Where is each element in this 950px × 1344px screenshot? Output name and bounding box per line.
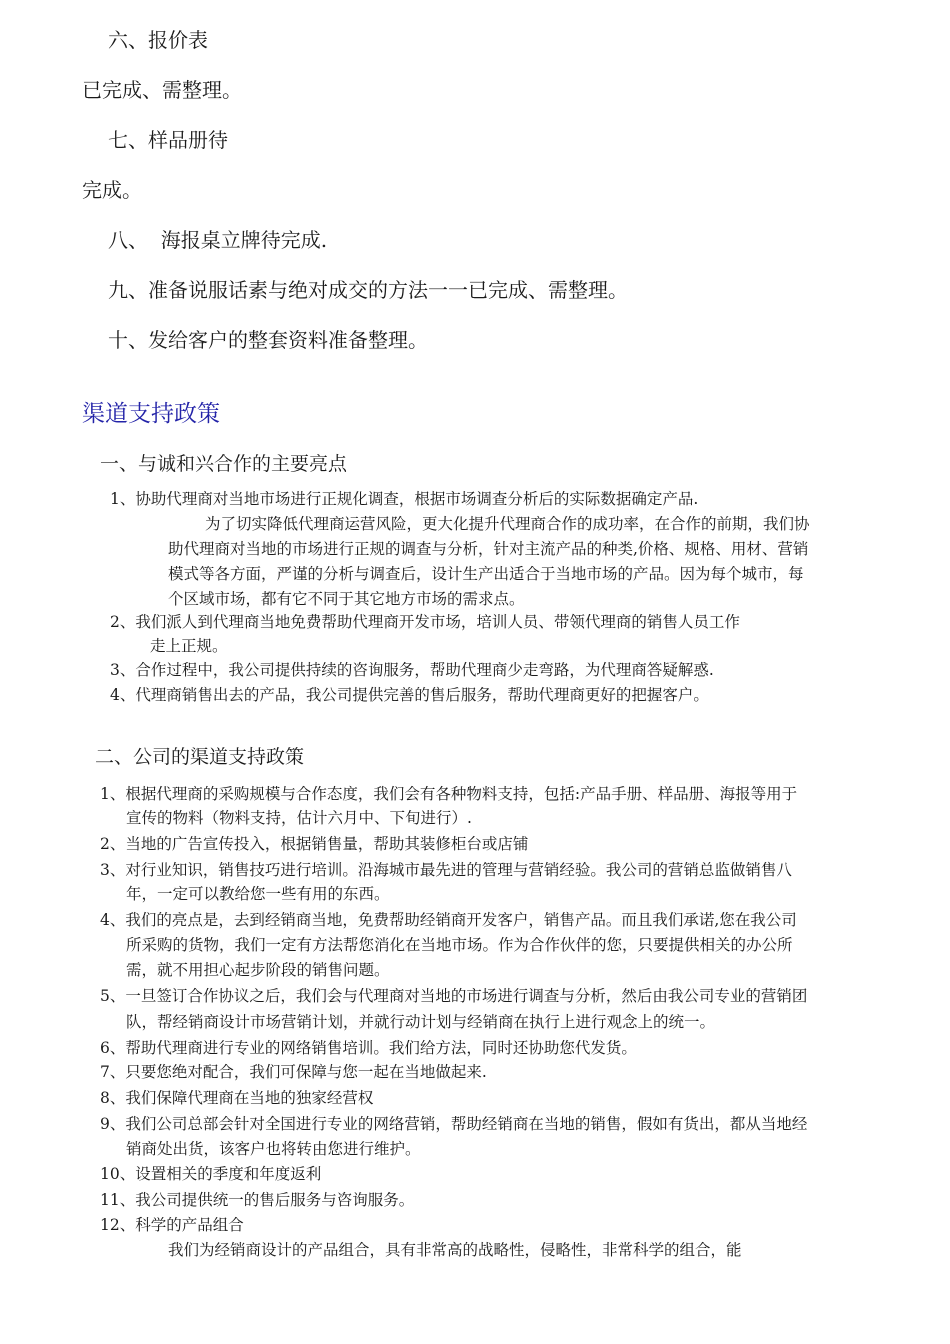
part2-item-8: 8、我们保障代理商在当地的独家经营权	[100, 1089, 374, 1107]
part2-title: 二、公司的渠道支持政策	[95, 746, 305, 768]
part1-item-2-cont: 走上正规。	[150, 637, 228, 655]
part2-item-3-cont: 年，一定可以教给您一些有用的东西。	[126, 885, 390, 903]
part1-title: 一、与诚和兴合作的主要亮点	[100, 453, 348, 475]
part2-item-4-cont-1: 所采购的货物，我们一定有方法帮您消化在当地市场。作为合作伙伴的您，只要提供相关的办公所	[126, 936, 793, 954]
part2-item-9-cont: 销商处出货，该客户也将转由您进行维护。	[126, 1140, 421, 1158]
part1-item-1-detail-3: 模式等各方面，严谨的分析与调查后，设计生产出适合于当地市场的产品。因为每个城市，每	[168, 565, 804, 583]
part1-item-2: 2、我们派人到代理商当地免费帮助代理商开发市场，培训人员、带领代理商的销售人员工作	[110, 613, 740, 631]
part2-item-4-cont-2: 需，就不用担心起步阶段的销售问题。	[126, 961, 390, 979]
part2-item-1: 1、根据代理商的采购规模与合作态度，我们会有各种物料支持，包括:产品手册、样品册、海报等用于	[100, 785, 798, 803]
part2-item-2: 2、当地的广告宣传投入，根据销售量，帮助其装修柜台或店铺	[100, 835, 529, 853]
section-6-note: 已完成、需整理。	[82, 78, 242, 102]
part1-item-1: 1、协助代理商对当地市场进行正规化调查，根据市场调查分析后的实际数据确定产品.	[110, 490, 699, 508]
part1-item-4: 4、代理商销售出去的产品，我公司提供完善的售后服务，帮助代理商更好的把握客户。	[110, 686, 709, 704]
part2-item-7: 7、只要您绝对配合，我们可保障与您一起在当地做起来.	[100, 1063, 487, 1081]
part2-item-12-cont: 我们为经销商设计的产品组合，具有非常高的战略性，侵略性，非常科学的组合，能	[168, 1241, 742, 1259]
part2-item-5-cont: 队，帮经销商设计市场营销计划，并就行动计划与经销商在执行上进行观念上的统一。	[126, 1013, 716, 1031]
part1-item-1-detail-2: 助代理商对当地的市场进行正规的调查与分析，针对主流产品的种类,价格、规格、用材、营销	[168, 540, 809, 558]
part2-item-3: 3、对行业知识，销售技巧进行培训。沿海城市最先进的管理与营销经验。我公司的营销总监做销售八	[100, 861, 792, 879]
part1-item-1-detail-1: 为了切实降低代理商运营风险，更大化提升代理商合作的成功率，在合作的前期，我们协	[205, 515, 810, 533]
part2-item-12: 12、科学的产品组合	[100, 1216, 244, 1234]
part1-item-3: 3、合作过程中，我公司提供持续的咨询服务，帮助代理商少走弯路，为代理商答疑解惑.	[110, 661, 714, 679]
part2-item-10: 10、设置相关的季度和年度返利	[100, 1165, 322, 1183]
part1-item-1-detail-4: 个区域市场，都有它不同于其它地方市场的需求点。	[168, 590, 525, 608]
section-9-title: 九、准备说服话素与绝对成交的方法一一已完成、需整理。	[108, 278, 628, 302]
channel-policy-heading: 渠道支持政策	[82, 401, 220, 427]
section-8-title: 八、 海报桌立牌待完成.	[108, 228, 328, 252]
section-7-title: 七、样品册待	[108, 128, 228, 152]
section-10-title: 十、发给客户的整套资料准备整理。	[108, 328, 428, 352]
part2-item-9: 9、我们公司总部会针对全国进行专业的网络营销，帮助经销商在当地的销售，假如有货出，都从当地经	[100, 1115, 808, 1133]
part2-item-6: 6、帮助代理商进行专业的网络销售培训。我们给方法，同时还协助您代发货。	[100, 1039, 637, 1057]
part2-item-11: 11、我公司提供统一的售后服务与咨询服务。	[100, 1191, 415, 1209]
part2-item-1-cont: 宣传的物料（物料支持，估计六月中、下旬进行）.	[126, 809, 472, 827]
part2-item-4: 4、我们的亮点是，去到经销商当地，免费帮助经销商开发客户，销售产品。而且我们承诺,您在我公司	[100, 911, 797, 929]
section-7-note: 完成。	[82, 178, 142, 202]
section-6-title: 六、报价表	[108, 28, 208, 52]
part2-item-5: 5、一旦签订合作协议之后，我们会与代理商对当地的市场进行调查与分析，然后由我公司专业的营销团	[100, 987, 808, 1005]
